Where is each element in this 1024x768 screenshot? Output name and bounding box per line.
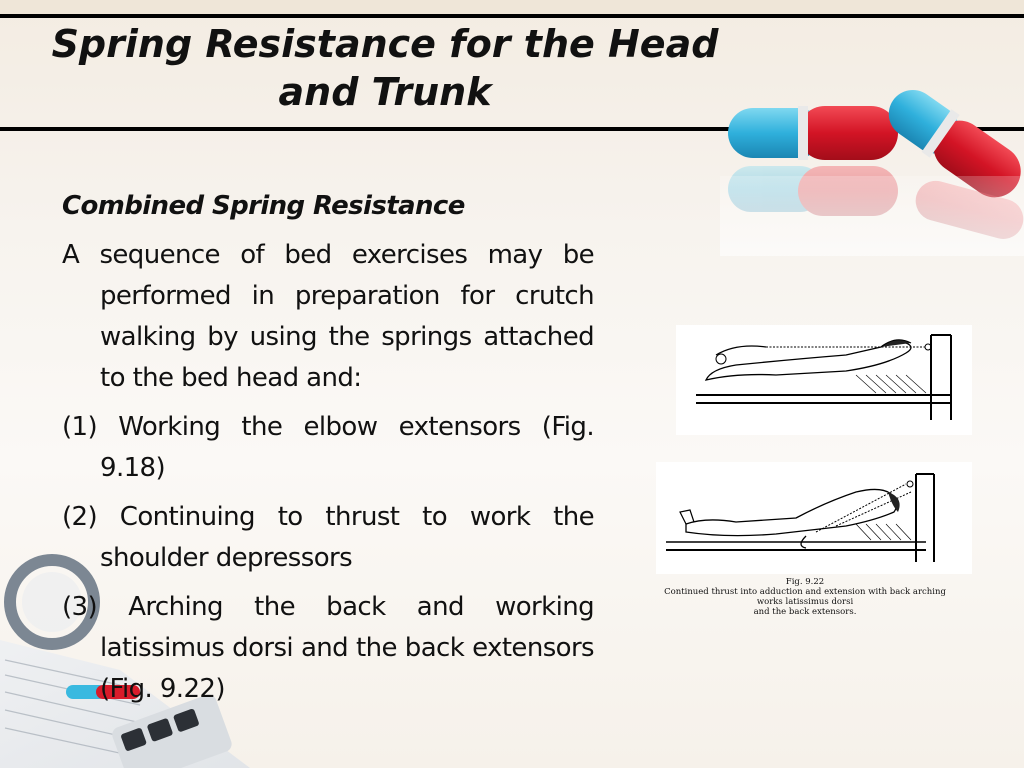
paragraph-item-2: (2) Continuing to thrust to work the shoulder depressors [62, 502, 594, 573]
slide-body [62, 186, 594, 718]
figure-elbow-extensors [676, 325, 972, 435]
capsules-decoration [720, 66, 1024, 256]
slide-title: Spring Resistance for the Head and Trunk [51, 22, 719, 114]
figure-caption [660, 577, 950, 617]
figure-caption-line-2: and the back extensors. [753, 607, 857, 617]
figure-label: Fig. 9.22 [785, 577, 825, 587]
paragraph-item-3: (3) Arching the back and working latissimus dorsi and the back extensors (Fig. 9.22) [62, 592, 594, 704]
title-rule-top [0, 14, 1024, 18]
paragraph-item-1: (1) Working the elbow extensors (Fig. 9.18) [62, 412, 594, 483]
figure-back-extensors [656, 462, 972, 574]
paragraph-intro: A sequence of bed exercises may be performed in preparation for crutch walking by using the springs attached to the bed head and: [62, 240, 594, 393]
figure-caption-line-1: Continued thrust into adduction and extension with back arching works latissimus dorsi [664, 587, 946, 607]
subheading: Combined Spring Resistance [62, 191, 465, 221]
